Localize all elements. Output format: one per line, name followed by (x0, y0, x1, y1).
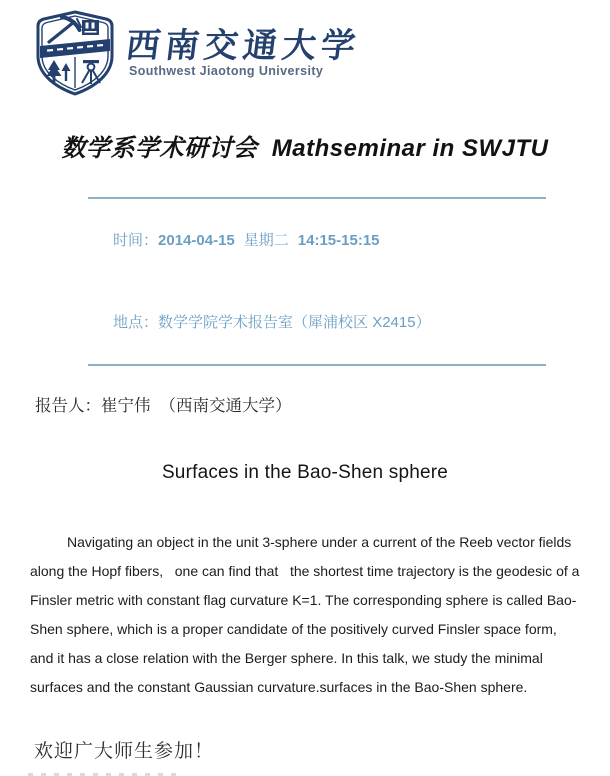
top-divider (88, 197, 546, 199)
speaker-affiliation: （西南交通大学） (159, 396, 292, 415)
time-date: 2014-04-15 (158, 232, 235, 249)
time-label: 时间： (113, 232, 159, 249)
speaker-line (35, 392, 610, 416)
speaker-label: 报告人： (35, 396, 101, 415)
university-name-block (123, 26, 363, 79)
university-name-english: Southwest Jiaotong University (129, 64, 324, 79)
seminar-info-block (88, 197, 546, 366)
abstract-line: and it has a close relation with the Berger sphere. In this talk, we study the minimal (30, 650, 543, 666)
place-value: 数学学院学术报告室（犀浦校区 X2415） (158, 314, 431, 331)
time-day: 星期二 (243, 232, 289, 249)
logo-plaque (82, 20, 99, 35)
time-row (88, 212, 546, 267)
seminar-series-title: 数学系学术研讨会 Mathseminar in SWJTU (61, 135, 549, 162)
abstract-line: Shen sphere, which is a proper candidate of the positively curved Finsler space form, (30, 621, 557, 637)
place-label: 地点： (113, 314, 159, 331)
talk-title: Surfaces in the Bao-Shen sphere (161, 462, 449, 483)
welcome-line: 欢迎广大师生参加！ (34, 741, 215, 762)
abstract-paragraph (30, 528, 595, 702)
abstract-line: along the Hopf fibers, one can find that the shortest time trajectory is the geodesic of a (30, 563, 580, 579)
abstract-line: surfaces and the constant Gaussian curvature.surfaces in the Bao-Shen sphere. (30, 679, 528, 695)
abstract-line: Navigating an object in the unit 3-sphere under a current of the Reeb vector fields (67, 534, 572, 550)
university-name-chinese: 西南交通大学 (123, 26, 363, 66)
abstract-line: Finsler metric with constant flag curvature K=1. The corresponding sphere is called Bao- (30, 592, 577, 608)
university-header (0, 0, 610, 96)
speaker-name: 崔宁伟 (101, 396, 151, 415)
swjtu-shield-logo (34, 10, 116, 96)
bottom-divider (88, 364, 546, 366)
time-range: 14:15-15:15 (297, 232, 380, 249)
place-row (88, 294, 546, 349)
